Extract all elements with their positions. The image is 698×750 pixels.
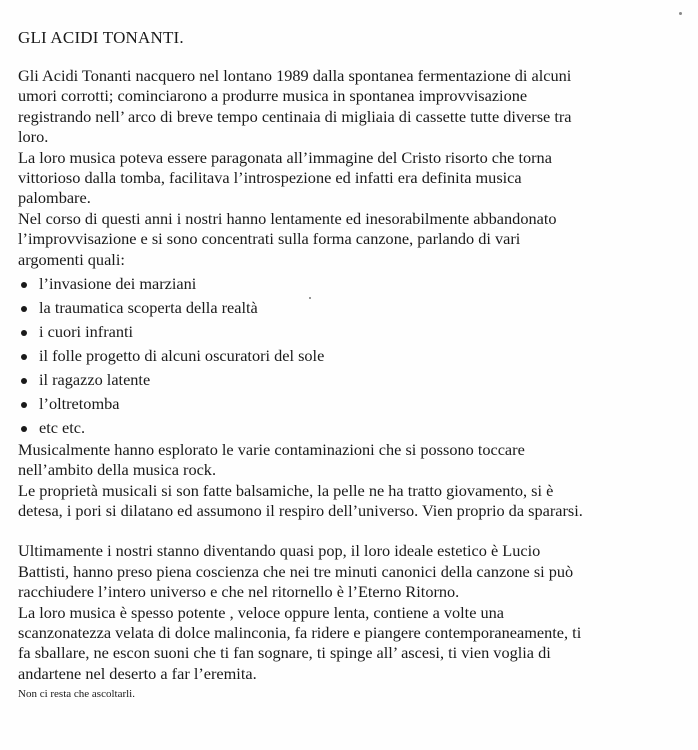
bullet-icon (21, 330, 27, 336)
paragraph-rock (18, 440, 686, 481)
list-item (18, 296, 686, 320)
text-line: Nel corso di questi anni i nostri hanno lentamente ed inesorabilmente abbandonato (18, 208, 557, 228)
text-line: racchiudere l’intero universo e che nel ritornello è l’Eterno Ritorno. (18, 582, 460, 602)
text-line: La loro musica è spesso potente , veloce oppure lenta, contiene a volte una (18, 602, 505, 622)
text-line: Musicalmente hanno esplorato le varie contaminazioni che si possono toccare (18, 439, 525, 459)
list-item-label: il ragazzo latente (39, 369, 151, 389)
paragraph-evolution (18, 209, 686, 270)
text-line: l’improvvisazione e si sono concentrati sulla forma canzone, parlando di vari (18, 229, 521, 249)
text-line: detesa, i pori si dilatano ed assumono il respiro dell’universo. Vien proprio da spararsi. (18, 501, 583, 521)
bullet-icon (21, 426, 27, 432)
text-line: argomenti quali: (18, 249, 125, 269)
paragraph-spacer (18, 521, 686, 541)
bullet-icon (21, 306, 27, 312)
scan-speck (679, 12, 682, 15)
bullet-icon (21, 354, 27, 360)
paragraph-sound (18, 603, 686, 685)
paragraph-pop (18, 541, 686, 602)
paragraph-origins (18, 66, 686, 148)
text-line: nell’ambito della musica rock. (18, 460, 217, 480)
text-line: Ultimamente i nostri stanno diventando quasi pop, il loro ideale estetico è Lucio (18, 541, 541, 561)
topics-list (18, 272, 686, 440)
text-line: andartene nel deserto a far l’eremita. (18, 663, 257, 683)
list-item-label: etc etc. (39, 417, 86, 437)
bullet-icon (21, 378, 27, 384)
text-line: palombare. (18, 188, 91, 208)
text-line: loro. (18, 127, 49, 147)
text-line: fa sballare, ne escon suoni che ti fan sognare, ti spinge all’ ascesi, ti vien voglia di (18, 643, 551, 663)
text-line: registrando nell’ arco di breve tempo centinaia di migliaia di cassette tutte diverse tra (18, 106, 572, 126)
bullet-icon (21, 402, 27, 408)
text-line: vittorioso dalla tomba, facilitava l’introspezione ed infatti era definita musica (18, 167, 522, 187)
text-line: Gli Acidi Tonanti nacquero nel lontano 1989 dalla spontanea fermentazione di alcuni (18, 66, 572, 85)
document-body (18, 66, 686, 701)
list-item (18, 344, 686, 368)
text-line: La loro musica poteva essere paragonata all’immagine del Cristo risorto che torna (18, 147, 552, 167)
list-item-label: la traumatica scoperta della realtà (39, 297, 258, 317)
closing-note: Non ci resta che ascoltarli. (18, 688, 135, 701)
bullet-icon (21, 282, 27, 288)
list-item (18, 392, 686, 416)
list-item-label: il folle progetto di alcuni oscuratori del sole (39, 345, 325, 365)
document-title: GLI ACIDI TONANTI. (18, 28, 184, 47)
text-line: Le proprietà musicali si son fatte balsamiche, la pelle ne ha tratto giovamento, si è (18, 480, 554, 500)
list-item (18, 320, 686, 344)
list-item (18, 272, 686, 296)
list-item-label: l’oltretomba (39, 393, 120, 413)
list-item-label: l’invasione dei marziani (39, 273, 197, 293)
text-line: Battisti, hanno preso piena coscienza che nei tre minuti canonici della canzone si può (18, 561, 574, 581)
text-line: scanzonatezza velata di dolce malinconia, fa ridere e piangere contemporaneamente, ti (18, 623, 582, 643)
list-item-label: i cuori infranti (39, 321, 134, 341)
list-item (18, 368, 686, 392)
list-item (18, 416, 686, 440)
text-line: umori corrotti; cominciarono a produrre musica in spontanea improvvisazione (18, 86, 528, 106)
paragraph-comparison (18, 148, 686, 209)
paragraph-balsamic (18, 481, 686, 522)
